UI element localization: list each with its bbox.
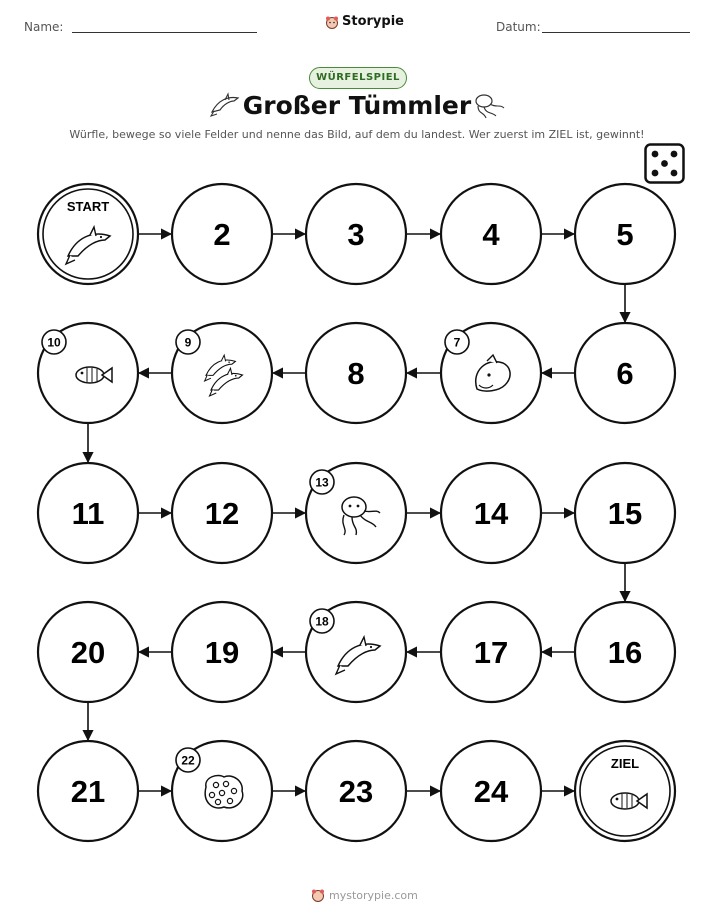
- board-cell-17[interactable]: [441, 602, 541, 702]
- cell-number: 6: [616, 356, 634, 391]
- cell-number: 9: [184, 335, 192, 350]
- start-label: START: [66, 199, 110, 214]
- cell-number: 12: [204, 496, 240, 531]
- cell-number: 2: [213, 217, 231, 252]
- cell-number: 22: [181, 753, 195, 768]
- board-cell-25[interactable]: [575, 741, 675, 841]
- board-cell-14[interactable]: [441, 463, 541, 563]
- cell-number: 15: [607, 496, 643, 531]
- board-cell-12[interactable]: [172, 463, 272, 563]
- board-cell-22[interactable]: [172, 741, 272, 841]
- cell-number: 4: [482, 217, 500, 252]
- board-cell-4[interactable]: [441, 184, 541, 284]
- board-cell-8[interactable]: [306, 323, 406, 423]
- cell-number: 16: [607, 635, 643, 670]
- board-cell-2[interactable]: [172, 184, 272, 284]
- instructions: Würfle, bewege so viele Felder und nenne das Bild, auf dem du landest. Wer zuerst im ZIEL ist, gewinnt!: [69, 128, 645, 141]
- goal-label: ZIEL: [610, 756, 640, 771]
- cell-number: 14: [473, 496, 509, 531]
- cell-number: 19: [204, 635, 240, 670]
- cell-number: 17: [473, 635, 509, 670]
- board-cell-3[interactable]: [306, 184, 406, 284]
- brand-name: Storypie: [342, 14, 404, 29]
- board-cell-6[interactable]: [575, 323, 675, 423]
- date-label: Datum:: [496, 20, 541, 34]
- board-cell-10[interactable]: [38, 323, 138, 423]
- board-cell-9[interactable]: [172, 323, 272, 423]
- game-type-badge: WÜRFELSPIEL: [309, 67, 407, 89]
- board-cell-5[interactable]: [575, 184, 675, 284]
- cell-number: 8: [347, 356, 365, 391]
- fish-eggs-icon: [205, 775, 243, 808]
- page-title: Großer Tümmler: [242, 91, 472, 120]
- board-cell-16[interactable]: [575, 602, 675, 702]
- board-cell-21[interactable]: [38, 741, 138, 841]
- board-cell-19[interactable]: [172, 602, 272, 702]
- board-cell-13[interactable]: [306, 463, 406, 563]
- footer-url: mystorypie.com: [329, 888, 418, 902]
- board-cell-1[interactable]: [38, 184, 138, 284]
- board-cell-24[interactable]: [441, 741, 541, 841]
- cell-number: 3: [347, 217, 365, 252]
- cell-number: 7: [453, 335, 461, 350]
- footer: [311, 888, 418, 902]
- cell-number: 21: [70, 774, 106, 809]
- board-cell-11[interactable]: [38, 463, 138, 563]
- cell-number: 24: [473, 774, 509, 809]
- cell-number: 13: [315, 475, 329, 490]
- board-cell-15[interactable]: [575, 463, 675, 563]
- cell-number: 23: [338, 774, 374, 809]
- name-label: Name:: [24, 20, 64, 34]
- bear-icon: [311, 888, 325, 902]
- board-cell-18[interactable]: [306, 602, 406, 702]
- cell-number: 20: [70, 635, 106, 670]
- cell-number: 11: [71, 496, 105, 531]
- cell-number: 18: [315, 614, 329, 629]
- cell-number: 5: [616, 217, 634, 252]
- board-cell-20[interactable]: [38, 602, 138, 702]
- cell-number: 10: [47, 335, 61, 350]
- board-cell-23[interactable]: [306, 741, 406, 841]
- board-cell-7[interactable]: [441, 323, 541, 423]
